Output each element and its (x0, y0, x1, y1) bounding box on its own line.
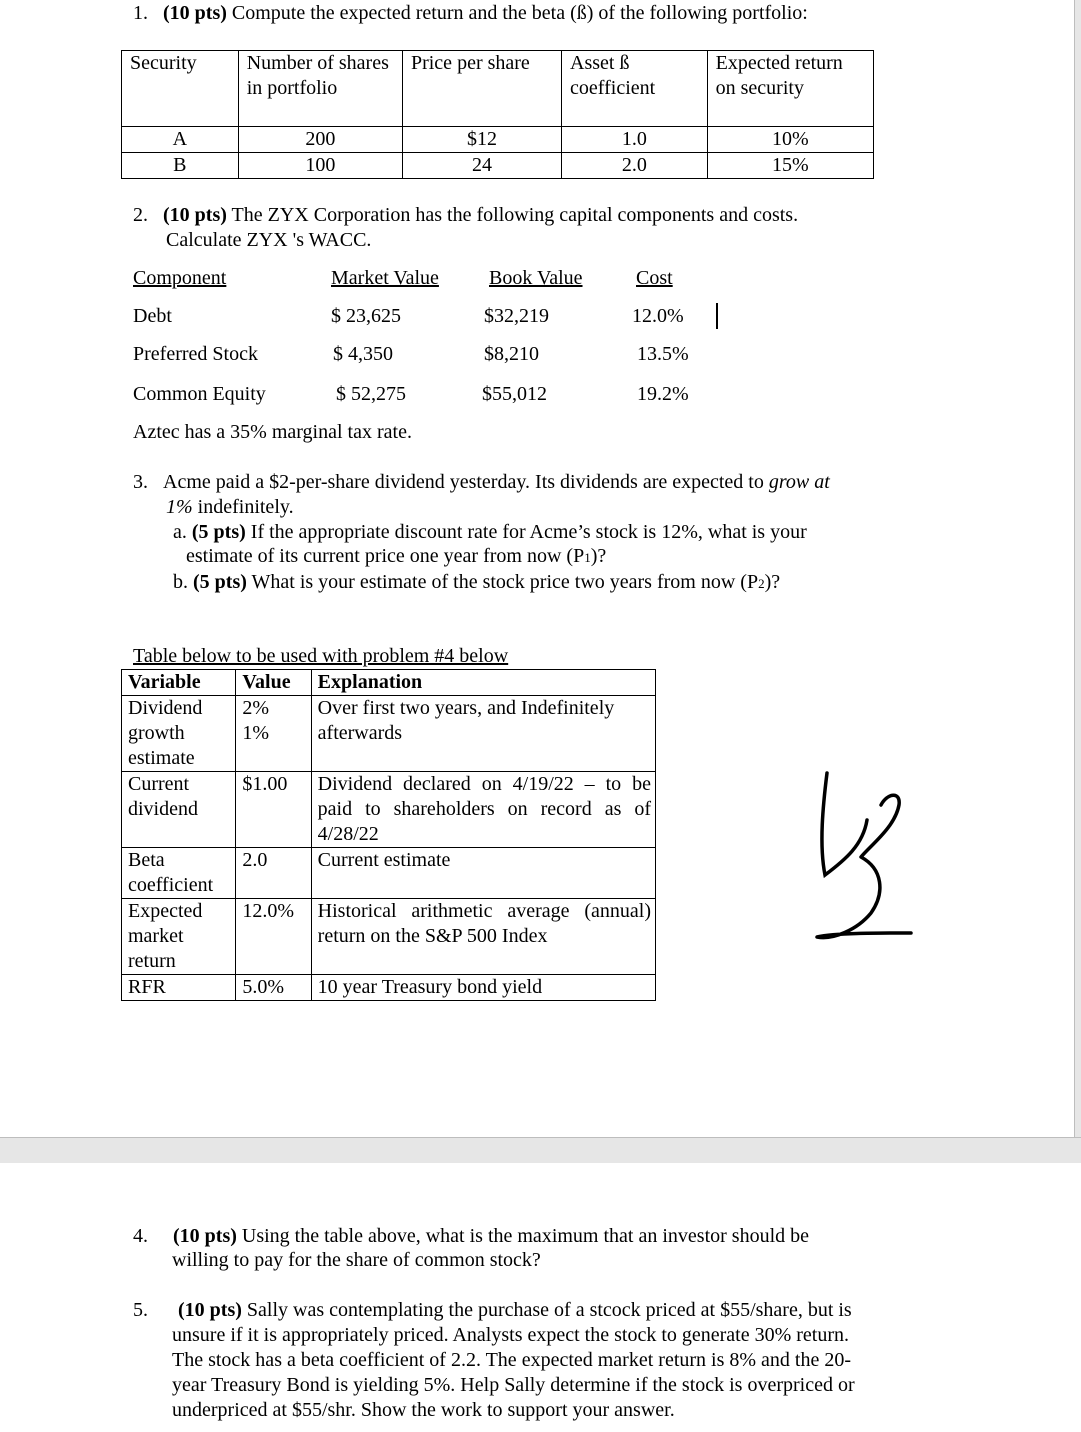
problem4-table: Variable Value Explanation Dividend growth estimate 2% 1% Over first two years, and Indefinitely afterwards Current dividend $1.00 Dividend declared on 4/19/22 – to be paid to shareholders on record as of 4/28/22 Beta coefficient 2.0 Current estimate Expected market return 12.0% Historical arithmetic average (annual) return on the S&P 500 Index RFR 5.0% 10 year Treasury bond yield (121, 669, 656, 1001)
q5-line1: 5. (10 pts) Sally was contemplating the purchase of a stcock priced at $55/share, but is (133, 1299, 852, 1321)
portfolio-table (121, 50, 874, 179)
q2-heading: 2. (10 pts) The ZYX Corporation has the following capital components and costs. (133, 204, 799, 226)
tax-note: Aztec has a 35% marginal tax rate. (133, 421, 412, 443)
q5-line2: unsure if it is appropriately priced. Analysts expect the stock to generate 30% return. (172, 1324, 850, 1346)
q3a-line2: estimate of its current price one year from now (P1)? (186, 545, 607, 567)
header-security: Security (122, 51, 239, 127)
q3a-line1: a. (5 pts) If the appropriate discount rate for Acme’s stock is 12%, what is your (173, 521, 807, 543)
table-row: Preferred Stock $ 4,350 $8,210 13.5% (133, 343, 689, 365)
header-price: Price per share (402, 51, 561, 127)
table-row: Beta coefficient 2.0 Current estimate (122, 848, 656, 899)
q2-line2: Calculate ZYX 's WACC. (166, 229, 372, 251)
handwriting-stroke (817, 795, 911, 937)
page-edge (1074, 0, 1081, 1137)
q4-line2: willing to pay for the share of common stock? (172, 1249, 541, 1271)
table-row: Dividend growth estimate 2% 1% Over first two years, and Indefinitely afterwards (122, 696, 656, 772)
page-2 (0, 1163, 1081, 1432)
header-shares: Number of shares in portfolio (238, 51, 402, 127)
table-row: A 200 $12 1.0 10% (122, 127, 874, 153)
handwriting-stroke (822, 773, 867, 875)
table-row: Debt $ 23,625 $32,219 12.0% (133, 305, 713, 331)
table-row: Current dividend $1.00 Dividend declared on 4/19/22 – to be paid to shareholders on record as of 4/28/22 (122, 772, 656, 848)
header-return: Expected return on security (707, 51, 873, 127)
t4-caption: Table below to be used with problem #4 below (133, 645, 509, 667)
page-separator (0, 1137, 1081, 1164)
table-row: B 100 24 2.0 15% (122, 153, 874, 179)
q3-line1: 3. Acme paid a $2-per-share dividend yesterday. Its dividends are expected to grow at (133, 471, 830, 493)
text-cursor (716, 303, 718, 329)
q5-line5: underpriced at $55/shr. Show the work to support your answer. (172, 1399, 675, 1421)
q1-heading: 1. (10 pts) Compute the expected return and the beta (ß) of the following portfolio: (133, 2, 808, 24)
q3b-line: b. (5 pts) What is your estimate of the stock price two years from now (P2)? (173, 571, 781, 593)
table-row: Common Equity $ 52,275 $55,012 19.2% (133, 383, 689, 405)
header-beta: Asset ß coefficient (562, 51, 708, 127)
q5-line4: year Treasury Bond is yielding 5%. Help Sally determine if the stock is overpriced or (172, 1374, 855, 1396)
q3-line2: 1% indefinitely. (166, 496, 294, 518)
q4-line1: 4. (10 pts) Using the table above, what is the maximum that an investor should be (133, 1225, 809, 1247)
q5-line3: The stock has a beta coefficient of 2.2. The expected market return is 8% and the 20- (172, 1349, 852, 1371)
wacc-header-row: Component Market Value Book Value Cost (133, 267, 673, 289)
handwritten-mark (805, 765, 920, 945)
table-row: Expected market return 12.0% Historical arithmetic average (annual) return on the S&P 500 Index (122, 899, 656, 975)
table-row: RFR 5.0% 10 year Treasury bond yield (122, 975, 656, 1001)
